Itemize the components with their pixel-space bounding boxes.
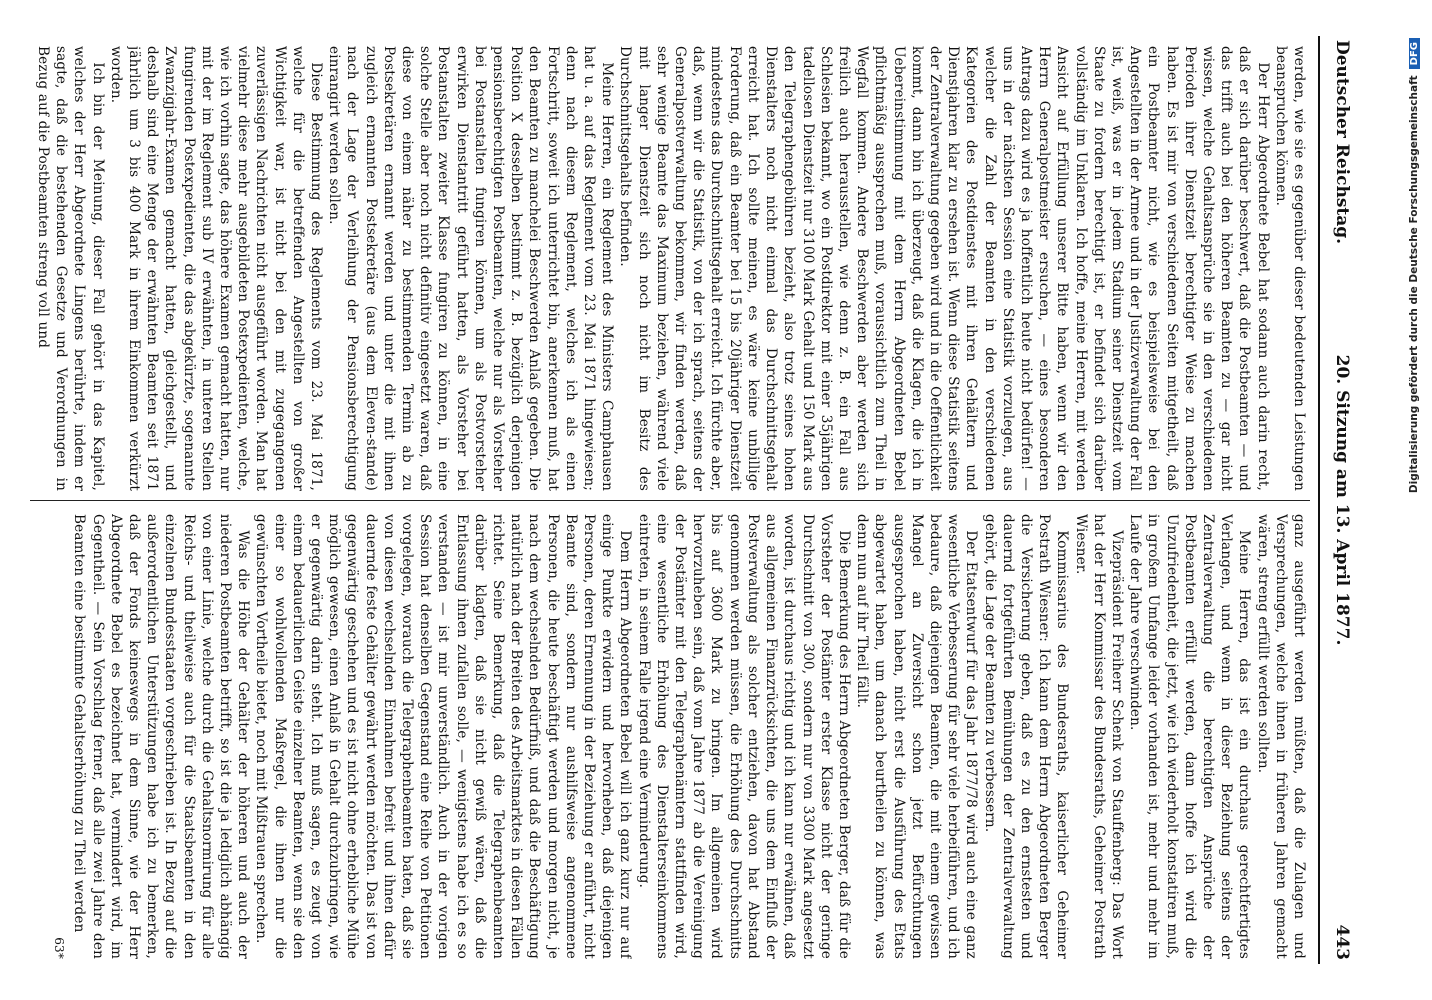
left-column bbox=[24, 46, 1308, 491]
header-session: 20. Sitzung am 13. April 1877. bbox=[1332, 354, 1352, 646]
paragraph: Dem Herrn Abgeordneten Bebel will ich ganz kurz nur auf einige Punkte erwidern und hervorheben, daß diejenigen Personen, deren Ernennung in der Beziehung er anführt, nicht Beamte sind, sondern nur aushilfsweise angenommene Personen, die heute beschäftigt werden und morgen nicht, je nach dem wechselnden Bedürfniß, und daß die Beschäftigung natürlich nach der Breiten des Arbeitsmarktes in diesen Fällen richtet. Seine Bemerkung, daß die Telegraphenbeamten darüber klagten, daß sie nicht gewiß wären, daß die Entlassung ihnen zufallen solle, — wenigstens habe ich es so verstanden — ist mir unverständlich. Auch in der vorigen Session hat denselben Gegenstand eine Reihe von Petitionen vorgelegen, worauch die Telegraphenbeamten baten, daß sie von diesen wechselnden Einnahmen befreit und ihnen dafür dauernde feste Gehälter gewährt werden möchten. Das ist von gegenwärtig geschehen und es ist nicht ohne erhebliche Mühe möglich gewesen, einen Anlaß in Gehalt durchzubringen, wie er gegenwärtig darin steht. Ich muß sagen, es zeugt von einem bedauerlichen Geiste einzelner Beamten, wenn sie den einer so wohlwollenden Maßregel, die ihnen nur die gewünschten Vortheile bietet, noch mit Mißtrauen sprechen. bbox=[253, 514, 634, 959]
dfg-logo: DFG bbox=[1409, 38, 1420, 69]
paragraph: werden, wie sie es gegenüber dieser bedeutenden Leistungen beanspruchen können. bbox=[1272, 46, 1307, 491]
paragraph: ganz ausgeführt werden müßten, daß die Zulagen und Versprechungen, welche ihnen in früheren Jahren gemacht wären, streng erfüllt werden sollten. bbox=[1254, 514, 1307, 959]
paragraph: Der Herr Abgeordnete Bebel hat sodann auch darin recht, daß er sich darüber beschwert, daß die Postbeamten — und das trifft auch bei den höheren Beamten zu — gar nicht wissen, welche Gehaltsansprüche sie in den verschiedenen Perioden ihrer Dienstzeit berechtigter Weise zu machen haben. Es ist mir von verschiedenen Seiten mitgetheilt, daß ein Postbeamter nicht, wie es beispielsweise bei den Angestellten in der Armee und in der Justizverwaltung der Fall ist, weiß, was er in jedem Stadium seiner Dienstzeit vom Staate zu fordern berechtigt ist, er befindet sich darüber vollständig im Unklaren. Ich hoffe, meine Herren, mit werden Ansicht auf Erfüllung unserer Bitte haben, wenn wir den Herrn Generalpostmeister ersuchen, — eines besonderen Antrags dazu wird es ja hoffentlich heute nicht bedürfen! — uns in der nächsten Session eine Statistik vorzulegen, aus welcher die Zahl der Beamten in den verschiedenen Kategorien des Postdienstes mit ihren Gehältern und Dienstjahren klar zu ersehen ist. Wenn diese Statistik seitens der Zentralverwaltung gegeben wird und in die Oeffentlichkeit kommt, dann bin ich überzeugt, daß die Klagen, die ich in Uebereinstimmung mit dem Herrn Abgeordneten Bebel pflichtmäßig aussprechen muß, voraussichtlich zum Theil in Wegfall kommen. Andere Beschwerden aber werden sich freilich auch herausstellen, wie denn z. B. ein Fall aus Schlesien bekannt, wo ein Postdirektor mit einer 35jährigen tadellosen Dienstzeit nur 3100 Mark Gehalt und 150 Mark aus den Telegraphengebühren bezieht, also trotz seines hohen Dienstalters noch nicht einmal das Durchschnittsgehalt erreicht hat. Ich sollte meinen, es wäre keine unbillige Forderung, daß ein Beamter bei 15 bis 20jähriger Dienstzeit mindestens das Durchschnittsgehalt erreicht. Ich fürchte aber, daß, wenn wir die Statistik, von der ich sprach, seitens der Generalpostverwaltung bekommen, wir finden werden, daß sehr wenige Beamte das Maximum beziehen, während viele mit langer Dienstzeit sich noch nicht im Besitz des Durchschnittsgehalts befinden. bbox=[617, 46, 1271, 491]
credit-text: Digitalisierung gefördert durch die Deutsche Forschungsgemeinschaft bbox=[1408, 75, 1420, 494]
right-column bbox=[24, 514, 1308, 959]
paragraph: Meine Herren, das ist ein durchaus gerechtfertigtes Verlangen, und wenn in dieser Beziehung seitens der Zentralverwaltung die berechtigten Ansprüche der Postbeamten erfüllt werden, dann hoffe ich wird die Unzufriedenheit, die jetzt, wie ich wiederholt konstatiren muß, in großem Umfange leider vorhanden ist, mehr und mehr im Laufe der Jahre verschwinden. bbox=[1127, 514, 1253, 959]
digitization-credit bbox=[1406, 38, 1430, 938]
header-publication: Deutscher Reichstag. bbox=[1332, 40, 1352, 245]
paragraph: Die Bemerkung des Herrn Abgeordneten Berger, daß für die Vorsteher der Postämter erster Klasse nicht der geringe Durchschnitt von 300, sondern nur von 3300 Mark angesetzt worden, ist durchaus richtig und ich kann nur erwähnen, daß aus allgemeinen Finanzrücksichten, die uns dem Einfluß der Postverwaltung als solcher entziehen, davon hat Abstand genommen werden müssen, die Erhöhung des Durchschnitts bis auf 3600 Mark zu bringen. Im allgemeinen wird hervorzuheben sein, daß vom Jahre 1877 ab die Vereinigung der Postämter mit den Telegraphenämtern stattfinden wird, eine wesentliche Erhöhung des Dienstalterseinkommens eintreten, in seinem Falle irgend eine Verminderung. bbox=[635, 514, 852, 959]
header-rule bbox=[1318, 36, 1320, 964]
paragraph: Ich bin der Meinung, dieser Fall gehört in das Kapitel, welches der Herr Abgeordnete Lingens berührte, indem er sagte, daß die bestehenden Gesetze und Verordnungen in Bezug auf die Postbeamten streng voll und bbox=[34, 46, 106, 491]
sheet-signature: 63* bbox=[52, 937, 67, 959]
paragraph: Diese Bestimmung des Reglements vom 23. Mai 1871, welche für die betreffenden Angestellten von großer Wichtigkeit war, ist nicht bei den mit zugegangenen zuverlässigen Nachrichten nicht ausgeführt worden. Man hat vielmehr diese mehr ausgebildeten Postexpedienten, welche, wie ich vorhin sagte, das höhere Examen gemacht hatten, nur mit der im Reglement sub IV erwähnten, in unteren Stellen fungirenden Postexpedienten, die das abgekürzte, sogenannte Zwanzigjahr-Examen gemacht hatten, gleichgestellt, und deshalb sind eine Menge der erwähnten Beamten seit 1871 jährlich um 3 bis 400 Mark in ihrem Einkommen verkürzt worden. bbox=[107, 46, 325, 491]
running-header bbox=[1318, 40, 1352, 960]
column-divider bbox=[30, 500, 1310, 501]
paragraph: Was die Höhe der Gehälter der höheren und auch der niederen Postbeamten betrifft, so ist die ja lediglich abhängig von einer Linie, welche durch die Gehaltsnormirung für alle Reichs- und theilweise auch für die Staatsbeamten in den einzelnen Bundesstaaten vorgeschrieben ist. In Bezug auf die außerordentlichen Unterstützungen habe ich zu bemerken, daß der Fonds keineswegs in dem Sinne, wie der Herr Abgeordnete Bebel es bezeichnet hat, vermindert wird, im Gegentheil. — Sein Vorschlag ferner, daß alle zwei Jahre den Beamten eine bestimmte Gehaltserhöhung zu Theil werden bbox=[71, 514, 252, 959]
paragraph: Der Etatsentwurf für das Jahr 1877/78 wird auch eine ganz wesentliche Verbesserung für sehr viele herbeiführen, und ich bedaure, daß diejenigen Beamten, die mit einem gewissen Mangel an Zuversicht schon jetzt Befürchtungen ausgesprochen haben, nicht erst die Ausführung des Etats abgewartet haben, um danach beurtheilen zu können, was denn nun auf ihr Theil fällt. bbox=[854, 514, 980, 959]
speaker-paragraph: Kommissarius des Bundesraths, kaiserlicher Geheimer Postrath Wiesner: Ich kann dem Herrn Abgeordneten Berger die Versicherung geben, daß es zu den ernstesten und dauernd fortgeführten Bemühungen der Zentralverwaltung gehört, die Lage der Beamten zu verbessern. bbox=[981, 514, 1071, 959]
page-number: 443 bbox=[1332, 924, 1352, 960]
paragraph: Meine Herren, ein Reglement des Ministers Camphausen hat u. a. auf das Reglement vom 23. Mai 1871 hingewiesen; denn nach diesem Reglement, welches ich als einen Fortschritt, soweit ich unterrichtet bin, anerkennen muß, hat den Beamten zu manchelei Beschwerden Anlaß gegeben. Die Position X desselben bestimmt z. B. bezüglich derjenigen pensionsberechtigten Postbeamten, welche nur als Vorsteher bei Postanstalten fungiren können, um als Postvorsteher erwirken Dienstantritt geführt hatten, als Vorsteher bei Postanstalten zweiter Klasse fungiren zu können, in eine solche Stelle aber noch nicht definitiv eingesetzt waren, daß diese von einem näher zu bestimmenden Termin ab zu Postsekretären ernannt werden und unter die mit ihnen zugleich ernannten Postsekretäre (aus dem Eleven-stande) nach der Lage der Verleihung der Pensionsberechtigung einrangirt werden sollen. bbox=[326, 46, 616, 491]
speaker-paragraph: Vizepräsident Freiherr Schenk von Stauffenberg: Das Wort hat der Herr Kommissar des Bundesraths, Geheimer Postrath Wiesner. bbox=[1072, 514, 1125, 959]
